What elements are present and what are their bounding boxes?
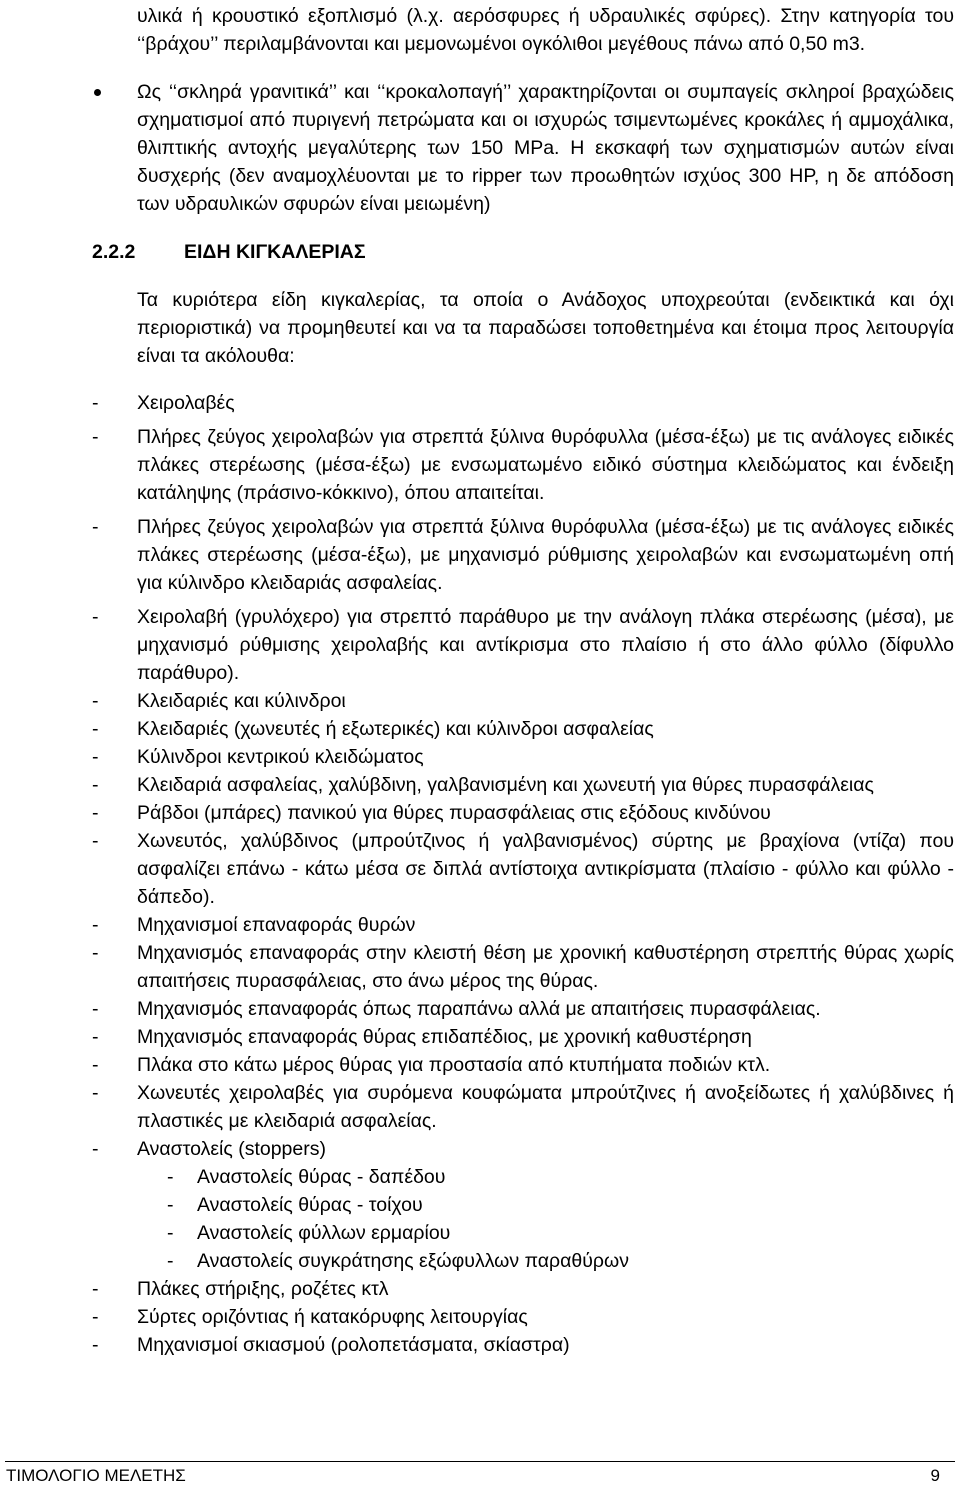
bullet-dot-icon	[94, 89, 101, 96]
list-item-text: Πλάκες στήριξης, ροζέτες κτλ	[137, 1278, 389, 1300]
section-heading	[92, 238, 954, 266]
list-item-text: Μηχανισμοί επαναφοράς θυρών	[137, 914, 416, 936]
list-item	[92, 1135, 954, 1275]
dash-marker: -	[92, 830, 99, 852]
intro-paragraph: υλικά ή κρουστικό εξοπλισμό (λ.χ. αερόσφυρες ή υδραυλικές σφύρες). Στην κατηγορία του ‘‘βράχου’’ περιλαμβάνονται και μεμονωμένοι ογκόλιθοι μεγέθους πάνω από 0,50 m3.	[137, 5, 954, 55]
list-item-text: Πλάκα στο κάτω μέρος θύρας για προστασία από κτυπήματα ποδιών κτλ.	[137, 1054, 771, 1076]
page-content	[92, 2, 954, 1379]
bullet-text: Ως ‘‘σκληρά γρανιτικά’’ και ‘‘κροκαλοπαγή’’ χαρακτηρίζονται οι συμπαγείς σκληροί βραχώδεις σχηματισμοί από πυριγενή πετρώματα και οι ισχυρώς τσιμεντωμένες κροκάλες ή αμμοχάλικα, θλιπτικής αντοχής μεγαλύτερης των 150 MPa. Η εκσκαφή των σχηματισμών αυτών είναι δυσχερής (δεν αναμοχλέυονται με το ripper των προωθητών ισχύος 300 HP, η δε απόδοση των υδραυλικών σφυρών είναι μειωμένη)	[137, 81, 954, 215]
list-item-text: Πλήρες ζεύγος χειρολαβών για στρεπτά ξύλινα θυρόφυλλα (μέσα-έξω) με τις ανάλογες ειδικές πλάκες στερέωσης (μέσα-έξω), με μηχανισμό ρύθμισης χειρολαβών και ενσωματωμένη οπή για κύλινδρο κλειδαριάς ασφαλείας.	[137, 516, 954, 594]
list-item	[92, 1079, 954, 1135]
list-item	[92, 743, 954, 771]
list-item-text: Χειρολαβές	[137, 392, 235, 414]
sub-list-item-text: Αναστολείς φύλλων ερμαρίου	[197, 1222, 451, 1244]
list-item-text: Μηχανισμός επαναφοράς στην κλειστή θέση με χρονική καθυστέρηση στρεπτής θύρας χωρίς απαιτήσεις πυρασφάλειας, στο άνω μέρος της θύρας.	[137, 942, 954, 992]
list-item-text: Κλειδαριές (χωνευτές ή εξωτερικές) και κύλινδροι ασφαλείας	[137, 718, 654, 740]
dash-marker: -	[92, 426, 99, 448]
dash-marker: -	[92, 392, 99, 414]
dash-marker: -	[167, 1194, 174, 1216]
section-title: ΕΙΔΗ ΚΙΓΚΑΛΕΡΙΑΣ	[184, 241, 366, 263]
list-item	[92, 1275, 954, 1303]
list-item	[92, 423, 954, 507]
dash-marker: -	[92, 1082, 99, 1104]
list-item	[92, 799, 954, 827]
list-item-text: Μηχανισμοί σκιασμού (ρολοπετάσματα, σκίαστρα)	[137, 1334, 570, 1356]
list-item-text: Κλειδαριά ασφαλείας, χαλύβδινη, γαλβανισμένη και χωνευτή για θύρες πυρασφάλειας	[137, 774, 874, 796]
section-intro: Τα κυριότερα είδη κιγκαλερίας, τα οποία ο Ανάδοχος υποχρεούται (ενδεικτικά και όχι περιοριστικά) να προμηθευτεί και να τα παραδώσει τοποθετημένα και έτοιμα προς λειτουργία είναι τα ακόλουθα:	[137, 289, 954, 367]
dash-marker: -	[92, 942, 99, 964]
dash-marker: -	[92, 998, 99, 1020]
list-item-text: Μηχανισμός επαναφοράς θύρας επιδαπέδιος, με χρονική καθυστέρηση	[137, 1026, 752, 1048]
list-item-text: Σύρτες οριζόντιας ή κατακόρυφης λειτουργίας	[137, 1306, 528, 1328]
list-item-text: Κλειδαριές και κύλινδροι	[137, 690, 346, 712]
list-item	[92, 939, 954, 995]
list-item	[92, 513, 954, 597]
dash-marker: -	[92, 1306, 99, 1328]
dash-marker: -	[92, 1278, 99, 1300]
list-item-text: Αναστολείς (stoppers)	[137, 1138, 326, 1160]
list-item-text: Χωνευτές χειρολαβές για συρόμενα κουφώματα μπρούτζινες ή ανοξείδωτες ή χαλύβδινες ή πλαστικές με κλειδαριά ασφαλείας.	[137, 1082, 954, 1132]
dash-marker: -	[92, 718, 99, 740]
dash-marker: -	[92, 914, 99, 936]
dash-marker: -	[167, 1250, 174, 1272]
dash-marker: -	[167, 1166, 174, 1188]
page-number: 9	[930, 1466, 940, 1485]
list-item-text: Χωνευτός, χαλύβδινος (μπρούτζινος ή γαλβανισμένος) σύρτης με βραχίονα (ντίζα) που ασφαλίζει επάνω - κάτω μέσα σε διπλά αντίστοιχα αντικρίσματα (πλαίσιο - φύλλο και φύλλο - δάπεδο).	[137, 830, 954, 908]
list-item	[92, 687, 954, 715]
list-item	[92, 1303, 954, 1331]
list-item	[92, 827, 954, 911]
list-item	[92, 911, 954, 939]
list-item-text: Πλήρες ζεύγος χειρολαβών για στρεπτά ξύλινα θυρόφυλλα (μέσα-έξω) με τις ανάλογες ειδικές πλάκες στερέωσης (μέσα-έξω) με ενσωματωμένο ειδικό σύστημα κλειδώματος και ένδειξη κατάληψης (πράσινο-κόκκινο), όπου απαιτείται.	[137, 426, 954, 504]
dash-marker: -	[167, 1222, 174, 1244]
list-item-text: Κύλινδροι κεντρικού κλειδώματος	[137, 746, 424, 768]
list-item	[92, 603, 954, 687]
sub-list-item-text: Αναστολείς θύρας - τοίχου	[197, 1194, 423, 1216]
list-item	[92, 715, 954, 743]
sub-list-item	[137, 1219, 954, 1247]
list-item	[92, 389, 954, 417]
dash-marker: -	[92, 802, 99, 824]
dash-marker: -	[92, 774, 99, 796]
footer-title: ΤΙΜΟΛΟΓΙΟ ΜΕΛΕΤΗΣ	[6, 1466, 186, 1485]
dash-marker: -	[92, 1026, 99, 1048]
list-item	[92, 1051, 954, 1079]
dash-marker: -	[92, 1054, 99, 1076]
sub-list	[137, 1163, 954, 1275]
footer-divider	[5, 1461, 955, 1462]
list-item-text: Χειρολαβή (γρυλόχερο) για στρεπτό παράθυρο με την ανάλογη πλάκα στερέωσης (μέσα), με μηχανισμό ρύθμισης χειρολαβής και αντίκρισμα στο πλαίσιο ή στο άλλο φύλλο (δίφυλλο παράθυρο).	[137, 606, 954, 684]
sub-list-item-text: Αναστολείς θύρας - δαπέδου	[197, 1166, 446, 1188]
list-item	[92, 995, 954, 1023]
bullet-item	[137, 78, 954, 218]
sub-list-item	[137, 1191, 954, 1219]
dash-marker: -	[92, 1138, 99, 1160]
list-item-text: Μηχανισμός επαναφοράς όπως παραπάνω αλλά με απαιτήσεις πυρασφάλειας.	[137, 998, 821, 1020]
list-item	[92, 771, 954, 799]
list-item	[92, 1023, 954, 1051]
items-list	[92, 389, 954, 1359]
dash-marker: -	[92, 516, 99, 538]
section-number: 2.2.2	[92, 241, 136, 263]
dash-marker: -	[92, 1334, 99, 1356]
sub-list-item-text: Αναστολείς συγκράτησης εξώφυλλων παραθύρων	[197, 1250, 629, 1272]
list-item	[92, 1331, 954, 1359]
sub-list-item	[137, 1163, 954, 1191]
dash-marker: -	[92, 746, 99, 768]
dash-marker: -	[92, 606, 99, 628]
dash-marker: -	[92, 690, 99, 712]
list-item-text: Ράβδοι (μπάρες) πανικού για θύρες πυρασφάλειας στις εξόδους κινδύνου	[137, 802, 771, 824]
sub-list-item	[137, 1247, 954, 1275]
